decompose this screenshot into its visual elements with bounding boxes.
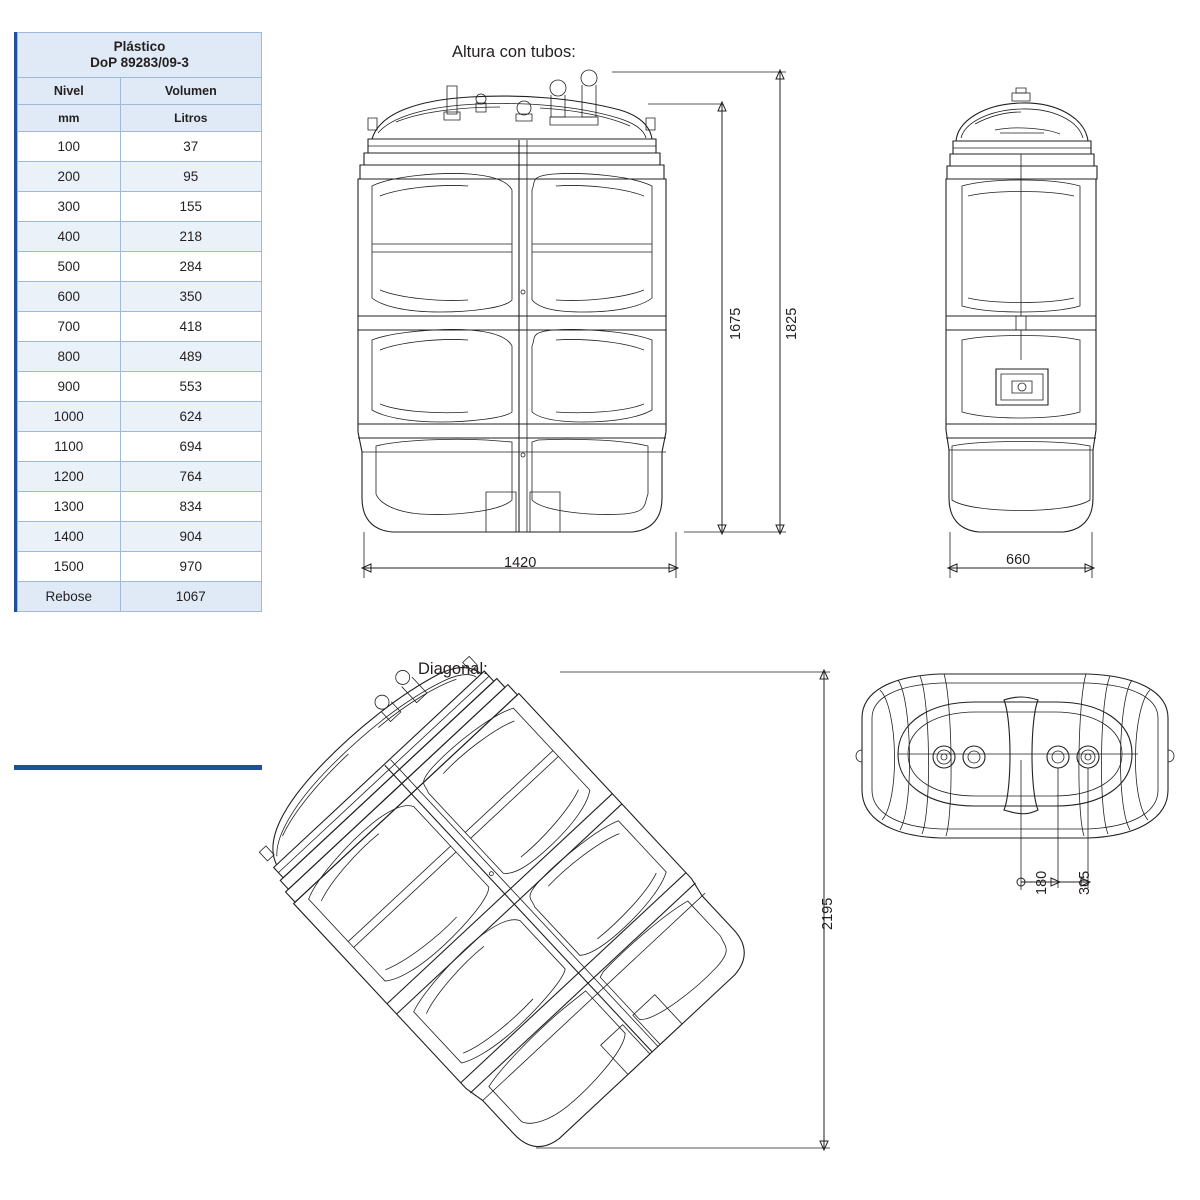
cell-volumen: 418 — [120, 312, 261, 342]
cell-nivel: 700 — [18, 312, 121, 342]
cell-nivel: 1400 — [18, 522, 121, 552]
cell-nivel: 400 — [18, 222, 121, 252]
front-view-label: Altura con tubos: — [452, 43, 576, 61]
cell-nivel: 600 — [18, 282, 121, 312]
unit-mm: mm — [18, 105, 121, 132]
cell-nivel: Rebose — [18, 582, 121, 612]
cell-volumen: 970 — [120, 552, 261, 582]
cell-volumen: 1067 — [120, 582, 261, 612]
cell-nivel: 1200 — [18, 462, 121, 492]
dim-top-b: 305 — [1077, 870, 1093, 895]
cell-nivel: 1300 — [18, 492, 121, 522]
diagonal-view-dimensions — [536, 670, 830, 1150]
dim-top-a: 180 — [1034, 870, 1050, 895]
cell-volumen: 218 — [120, 222, 261, 252]
front-view-tank — [358, 70, 666, 532]
cell-volumen: 489 — [120, 342, 261, 372]
cell-volumen: 694 — [120, 432, 261, 462]
cell-nivel: 800 — [18, 342, 121, 372]
cell-nivel: 1100 — [18, 432, 121, 462]
cell-nivel: 1000 — [18, 402, 121, 432]
cell-volumen: 553 — [120, 372, 261, 402]
diagonal-view-tank — [227, 622, 760, 1162]
dim-height-inner: 1675 — [728, 307, 744, 340]
cell-nivel: 100 — [18, 132, 121, 162]
dim-height-outer: 1825 — [784, 307, 800, 340]
cell-volumen: 764 — [120, 462, 261, 492]
diagonal-view-label: Diagonal: — [418, 660, 488, 678]
cell-nivel: 500 — [18, 252, 121, 282]
cell-volumen: 350 — [120, 282, 261, 312]
cell-volumen: 284 — [120, 252, 261, 282]
cell-nivel: 300 — [18, 192, 121, 222]
unit-litros: Litros — [120, 105, 261, 132]
cell-volumen: 155 — [120, 192, 261, 222]
table-title-line2: DoP 89283/09-3 — [90, 55, 189, 70]
cell-nivel: 1500 — [18, 552, 121, 582]
top-view-tank — [856, 674, 1174, 838]
dim-diagonal-height: 2195 — [820, 897, 836, 930]
cell-volumen: 95 — [120, 162, 261, 192]
header-nivel: Nivel — [18, 78, 121, 105]
header-volumen: Volumen — [120, 78, 261, 105]
dim-side-width: 660 — [1006, 552, 1031, 568]
cell-nivel: 900 — [18, 372, 121, 402]
side-view-dimensions — [948, 532, 1094, 578]
table-title-line1: Plástico — [113, 39, 166, 54]
cell-volumen: 834 — [120, 492, 261, 522]
cell-volumen: 904 — [120, 522, 261, 552]
cell-volumen: 37 — [120, 132, 261, 162]
side-view-tank — [946, 88, 1097, 532]
cell-nivel: 200 — [18, 162, 121, 192]
cell-volumen: 624 — [120, 402, 261, 432]
dim-front-width: 1420 — [504, 555, 537, 571]
